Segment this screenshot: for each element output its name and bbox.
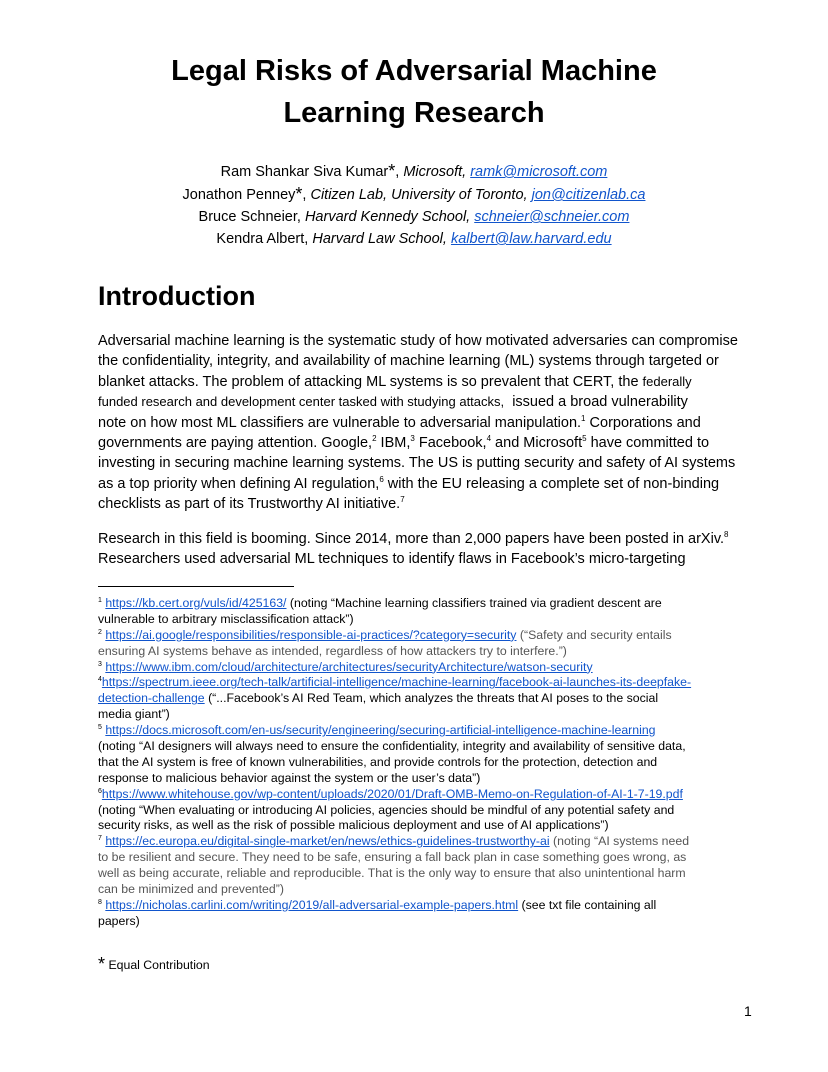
- footnote-text: (“Safety and security entails: [516, 627, 672, 642]
- footnote-number: 8: [98, 898, 102, 906]
- footnote-link[interactable]: https://ai.google/responsibilities/responsible-ai-practices/?category=security: [105, 627, 517, 642]
- footnote-text: can be minimized and prevented”): [98, 882, 284, 897]
- text-span: blanket attacks. The problem of attacking ML systems is so prevalent that CERT, the: [98, 373, 643, 390]
- author-affiliation: Harvard Law School,: [312, 231, 447, 247]
- footnote-text: (noting “AI systems need: [549, 834, 690, 849]
- footnote-7: [98, 834, 758, 850]
- paper-title: [0, 50, 828, 134]
- text-span: federally: [642, 373, 692, 389]
- footnote-text: vulnerable to arbitrary misclassification attack”): [98, 611, 354, 626]
- text-span: funded research and development center tasked with studying attacks,: [98, 394, 505, 410]
- text-line: [98, 372, 768, 392]
- footnote-text: well as being accurate, reliable and reproducible. That is the only way to ensure that also unintentional harm: [98, 866, 686, 881]
- footnote-link[interactable]: https://nicholas.carlini.com/writing/2019/all-adversarial-example-papers.html: [105, 897, 519, 912]
- text-line: [98, 474, 768, 494]
- text-line: the confidentiality, integrity, and availability of machine learning (ML) systems through targeted or: [98, 353, 719, 370]
- footnote-ref[interactable]: 3: [410, 433, 415, 443]
- text-span: governments are paying attention. Google,: [98, 434, 373, 451]
- footnote-ref[interactable]: 4: [486, 433, 492, 443]
- footnote-separator: [98, 586, 294, 587]
- footnote-link[interactable]: detection-challenge: [98, 691, 205, 706]
- footnote-2: [98, 628, 758, 644]
- text-line: [98, 494, 768, 514]
- text-span: have committed to: [586, 434, 710, 451]
- footnote-ref[interactable]: 7: [400, 495, 405, 505]
- section-heading: Introduction: [98, 281, 256, 311]
- text-span: and Microsoft: [491, 434, 583, 451]
- intro-paragraph-2: [98, 529, 768, 570]
- author-affiliation: Microsoft,: [403, 164, 467, 180]
- author-4: [0, 228, 828, 250]
- equal-contribution-star: *: [388, 161, 396, 181]
- footnote-5: [98, 723, 758, 739]
- title-line-2: Learning Research: [283, 97, 545, 129]
- footnote-text: papers): [98, 913, 140, 928]
- footnote-number: 1: [98, 597, 102, 604]
- text-line: investing in securing machine learning systems. The US is putting security and safety of AI systems: [98, 455, 736, 472]
- text-span: IBM,: [376, 434, 411, 451]
- footnote-4: [98, 675, 758, 691]
- footnote-number: 5: [98, 724, 102, 732]
- author-email-link[interactable]: kalbert@law.harvard.edu: [450, 231, 612, 247]
- text-line: [98, 392, 768, 412]
- text-span: with the EU releasing a complete set of non-binding: [383, 475, 720, 492]
- author-2: Jonathon Penney*, Citizen Lab, University of Toronto, jon@citizenlab.ca: [182, 184, 646, 204]
- footnote-text: (noting “When evaluating or introducing AI policies, agencies should be mindful of any potential safety and: [98, 802, 675, 817]
- title-line-1: Legal Risks of Adversarial Machine: [171, 55, 657, 87]
- footnote-link[interactable]: https://spectrum.ieee.org/tech-talk/artificial-intelligence/machine-learning/facebook-ai-launches-its-deepfake-: [101, 675, 692, 690]
- footnote-link[interactable]: https://www.whitehouse.gov/wp-content/uploads/2020/01/Draft-OMB-Memo-on-Regulation-of-AI-1-7-19.pdf: [101, 786, 683, 801]
- equal-contribution-note: [98, 954, 210, 975]
- intro-paragraph-1: [98, 331, 768, 515]
- author-name: Jonathon Penney: [182, 187, 296, 203]
- author-email-link[interactable]: ramk@microsoft.com: [470, 164, 608, 180]
- footnote-ref[interactable]: 8: [724, 530, 729, 539]
- footnote-link[interactable]: https://kb.cert.org/vuls/id/425163/: [105, 596, 287, 610]
- author-1: Ram Shankar Siva Kumar*, Microsoft, ramk@microsoft.com: [220, 161, 608, 181]
- author-3: [0, 206, 828, 228]
- author-name: Bruce Schneier,: [198, 209, 301, 225]
- author-name: Ram Shankar Siva Kumar: [220, 164, 389, 180]
- text-span: checklists as part of its Trustworthy AI initiative.: [98, 496, 401, 513]
- footnote-text: media giant”): [98, 707, 170, 722]
- footnote-text: response to malicious behavior against the system or the user’s data”): [98, 770, 481, 785]
- footnote-number: 7: [98, 835, 102, 843]
- footnote-number: 3: [98, 660, 102, 668]
- footnote-text: security risks, as well as the risk of possible malicious deployment and use of AI applications”): [98, 818, 609, 833]
- footnote-text: (noting “AI designers will always need to ensure the confidentiality, integrity and availability of sensitive data,: [98, 739, 686, 754]
- author-affiliation: Harvard Kennedy School,: [304, 209, 471, 225]
- footnote-number: 2: [98, 628, 102, 636]
- author-email-link[interactable]: schneier@schneier.com: [474, 209, 630, 225]
- footnote-text: ensuring AI systems behave as intended, regardless of how attackers try to interfere.”): [98, 643, 567, 658]
- author-list: [0, 160, 828, 250]
- text-span: Facebook,: [414, 434, 487, 451]
- footnote-ref[interactable]: 2: [372, 433, 377, 443]
- text-span: Corporations and: [585, 414, 701, 431]
- text-line: [98, 529, 768, 549]
- footnote-ref[interactable]: 1: [581, 413, 586, 423]
- footnote-1: [98, 596, 758, 612]
- text-span: note on how most ML classifiers are vulnerable to adversarial manipulation.: [98, 414, 582, 431]
- footnotes: [98, 596, 758, 930]
- author-affiliation: Citizen Lab, University of Toronto,: [310, 187, 528, 203]
- footnote-link[interactable]: https://docs.microsoft.com/en-us/security/engineering/securing-artificial-intelligence-machine-learning: [105, 723, 656, 738]
- footnote-number: 4: [98, 676, 102, 684]
- text-span: as a top priority when defining AI regulation,: [98, 475, 380, 492]
- footnote-8: [98, 898, 758, 914]
- footnote-link[interactable]: https://ec.europa.eu/digital-single-market/en/news/ethics-guidelines-trustworthy-ai: [105, 834, 550, 849]
- footnote-text: (“...Facebook’s AI Red Team, which analyzes the threats that AI poses to the social: [204, 691, 659, 706]
- text-span: Research in this field is booming. Since 2014, more than 2,000 papers have been posted in arXiv.: [98, 531, 725, 547]
- equal-contribution-star: *: [295, 184, 303, 204]
- footnote-ref[interactable]: 6: [379, 474, 384, 484]
- page-number: 1: [744, 1003, 752, 1019]
- equal-contribution-star: *: [98, 954, 106, 974]
- footnote-ref[interactable]: 5: [582, 433, 587, 443]
- footnote-6: [98, 787, 758, 803]
- author-name: Kendra Albert,: [216, 231, 309, 247]
- text-line: [98, 433, 768, 453]
- footnote-4-cont: [98, 691, 758, 707]
- author-email-link[interactable]: jon@citizenlab.ca: [531, 187, 646, 203]
- footnote-text: (see txt file containing all: [518, 897, 657, 912]
- footnote-number: 6: [98, 787, 102, 795]
- footnote-link[interactable]: https://www.ibm.com/cloud/architecture/architectures/securityArchitecture/watson-security: [105, 659, 593, 674]
- equal-contribution-text: Equal Contribution: [108, 958, 210, 972]
- footnote-text: to be resilient and secure. They need to be safe, ensuring a fall back plan in case something goes wrong, as: [98, 850, 687, 865]
- footnote-3: [98, 660, 758, 676]
- footnote-text: that the AI system is free of known vulnerabilities, and provide controls for the protection, detection and: [98, 754, 658, 769]
- text-line: Adversarial machine learning is the systematic study of how motivated adversaries can compromise: [98, 333, 738, 349]
- text-line: [98, 413, 768, 433]
- text-span: issued a broad vulnerability: [504, 394, 688, 411]
- footnote-text: (noting “Machine learning classifiers trained via gradient descent are: [286, 596, 662, 610]
- text-line: Researchers used adversarial ML techniques to identify flaws in Facebook’s micro-targeting: [98, 551, 686, 568]
